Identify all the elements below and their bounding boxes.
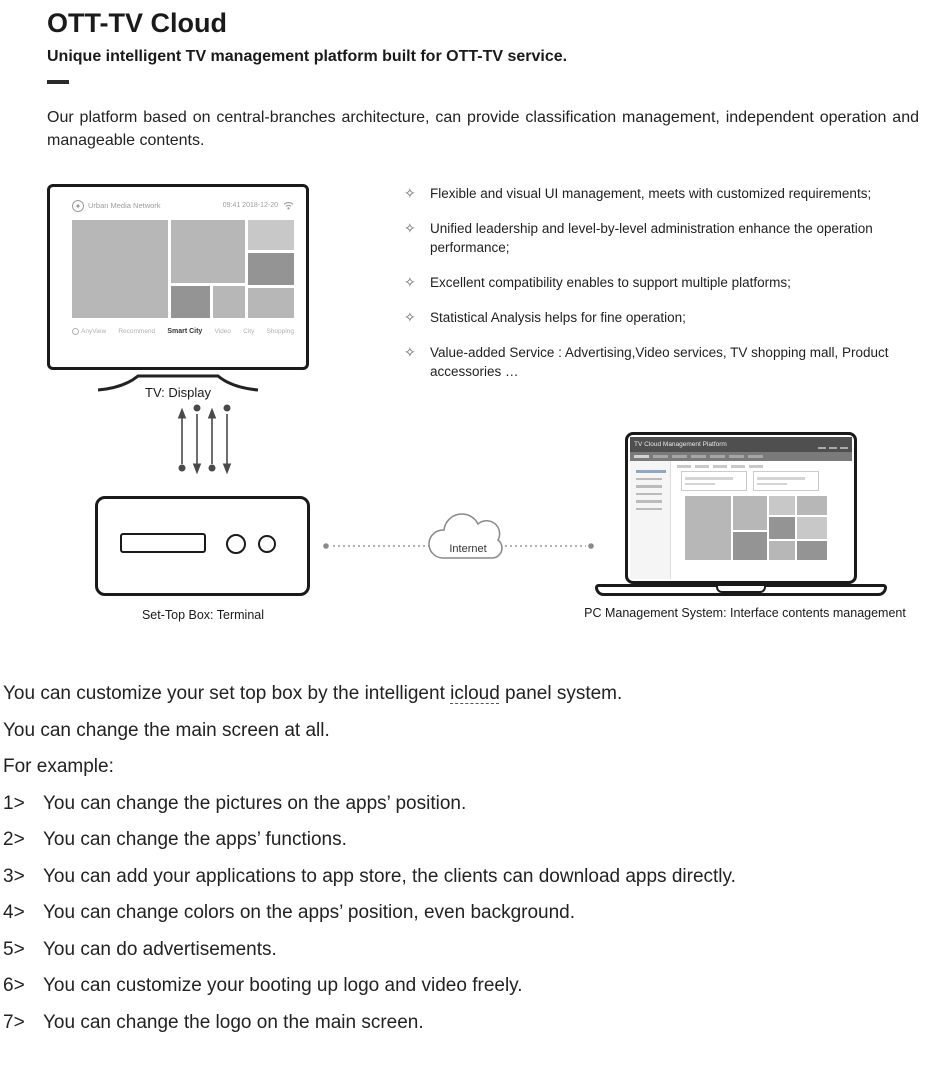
tv-content-grid [72,220,294,318]
feature-text: Value-added Service : Advertising,Video services, TV shopping mall, Product accessories … [430,345,889,379]
tv-brand-name: Urban Media Network [88,201,161,210]
pc-content-grid [685,496,848,560]
page-subtitle: Unique intelligent TV management platform built for OTT-TV service. [47,48,568,65]
feature-text: Excellent compatibility enables to support multiple platforms; [430,275,791,290]
tv-nav-item: Recommend [118,328,156,335]
pc-tile [797,496,827,515]
four-point-star-icon: ✧ [404,220,416,236]
pc-panel-placeholder [681,471,747,491]
item-number: 5> [3,938,25,960]
item-number: 2> [3,829,25,850]
feature-text: Unified leadership and level-by-level administration enhance the operation performance; [430,221,873,255]
item-text: You can change colors on the apps’ position, even background. [43,902,576,923]
four-point-star-icon: ✧ [404,309,416,325]
item-text: You can add your applications to app store, the clients can download apps directly. [43,865,736,887]
pc-tile [685,496,731,560]
numbered-item [3,895,934,932]
item-text: You can change the pictures on the apps’ position. [43,792,467,814]
feature-item [404,308,940,327]
tv-nav-item: Video [214,328,231,335]
item-number: 4> [3,902,25,923]
four-point-star-icon: ✧ [404,274,416,290]
note-line: For example: [3,756,114,777]
brand-logo-icon [72,200,84,212]
pc-caption: PC Management System: Interface contents management [584,606,906,620]
laptop-base-notch [716,586,766,593]
tv-nav-item: City [243,328,255,335]
item-number: 7> [3,1011,25,1033]
note-text: panel system. [499,683,623,704]
numbered-item [3,932,934,969]
stb-knob [226,534,246,554]
stb-caption: Set-Top Box: Terminal [141,608,265,622]
numbered-item [3,786,934,823]
feature-text: Statistical Analysis helps for fine operation; [430,310,686,325]
item-number: 1> [3,792,25,814]
pc-form-panels [681,471,848,491]
internet-label: Internet [449,543,487,555]
document-header [47,8,917,152]
item-number: 6> [3,975,25,996]
tv-tile [248,288,294,318]
pc-tile [769,541,795,560]
tv-illustration [47,184,309,370]
laptop-illustration [625,432,857,584]
numbered-item [3,859,934,896]
tv-clock: 09:41 2018-12-20 [222,202,278,209]
item-text: You can customize your booting up logo and video freely. [43,975,523,996]
pc-tabs-placeholder [677,465,848,468]
spellcheck-word: icloud [450,683,500,704]
four-point-star-icon: ✧ [404,185,416,201]
pc-screen-topbar [630,437,852,452]
pc-tile [769,496,795,515]
tv-tile [72,220,168,318]
four-point-star-icon: ✧ [404,344,416,360]
feature-item [404,273,940,292]
pc-tile [797,517,827,539]
item-text: You can change the apps’ functions. [43,829,347,850]
stb-slot [120,533,206,553]
tv-tile [171,286,210,318]
item-text: You can change the logo on the main screen. [43,1011,424,1033]
note-text: You can customize your set top box by the intelligent [3,683,451,704]
tv-tile [248,253,294,285]
architecture-diagram [0,178,942,638]
tv-statusbar [72,199,294,212]
notes-section [3,676,934,1041]
tv-nav-app-icon [72,328,79,335]
tv-nav-item-active: Smart City [167,328,203,335]
item-text: You can do advertisements. [43,938,277,960]
stb-knob [258,535,276,553]
pc-sidebar-placeholder [630,461,671,579]
intro-paragraph: Our platform based on central-branches architecture, can provide classification management, independent operation and manageable contents. [47,109,919,149]
pc-tile [797,541,827,560]
item-number: 3> [3,865,25,887]
numbered-item [3,822,934,859]
note-line: You can change the main screen at all. [3,719,330,741]
tv-nav-bar [72,328,294,335]
feature-item [404,184,940,203]
tv-caption: TV: Display [145,385,211,400]
page-title: OTT-TV Cloud [47,8,227,38]
pc-screen-title: TV Cloud Management Platform [634,441,727,448]
wifi-icon [283,201,294,210]
pc-panel-placeholder [753,471,819,491]
laptop-base [595,584,887,596]
feature-text: Flexible and visual UI management, meets with customized requirements; [430,186,872,201]
feature-item [404,219,940,257]
tv-tile [213,286,245,318]
tv-nav-item: Shopping [266,328,294,335]
set-top-box-illustration [95,496,310,596]
divider-dash [47,80,69,84]
pc-main-area [671,461,852,579]
tv-tile [171,220,245,283]
pc-tile [733,532,767,560]
pc-topbar-menu-placeholder [815,436,848,454]
numbered-item [3,968,934,1005]
pc-tile [733,496,767,530]
tv-nav-item: AnyView [72,328,106,335]
tv-stb-arrows [179,405,231,473]
feature-list [404,184,940,397]
note-line [3,676,934,713]
feature-item [404,343,940,381]
tv-tile [248,220,294,250]
numbered-item [3,1005,934,1042]
pc-tile [769,517,795,539]
